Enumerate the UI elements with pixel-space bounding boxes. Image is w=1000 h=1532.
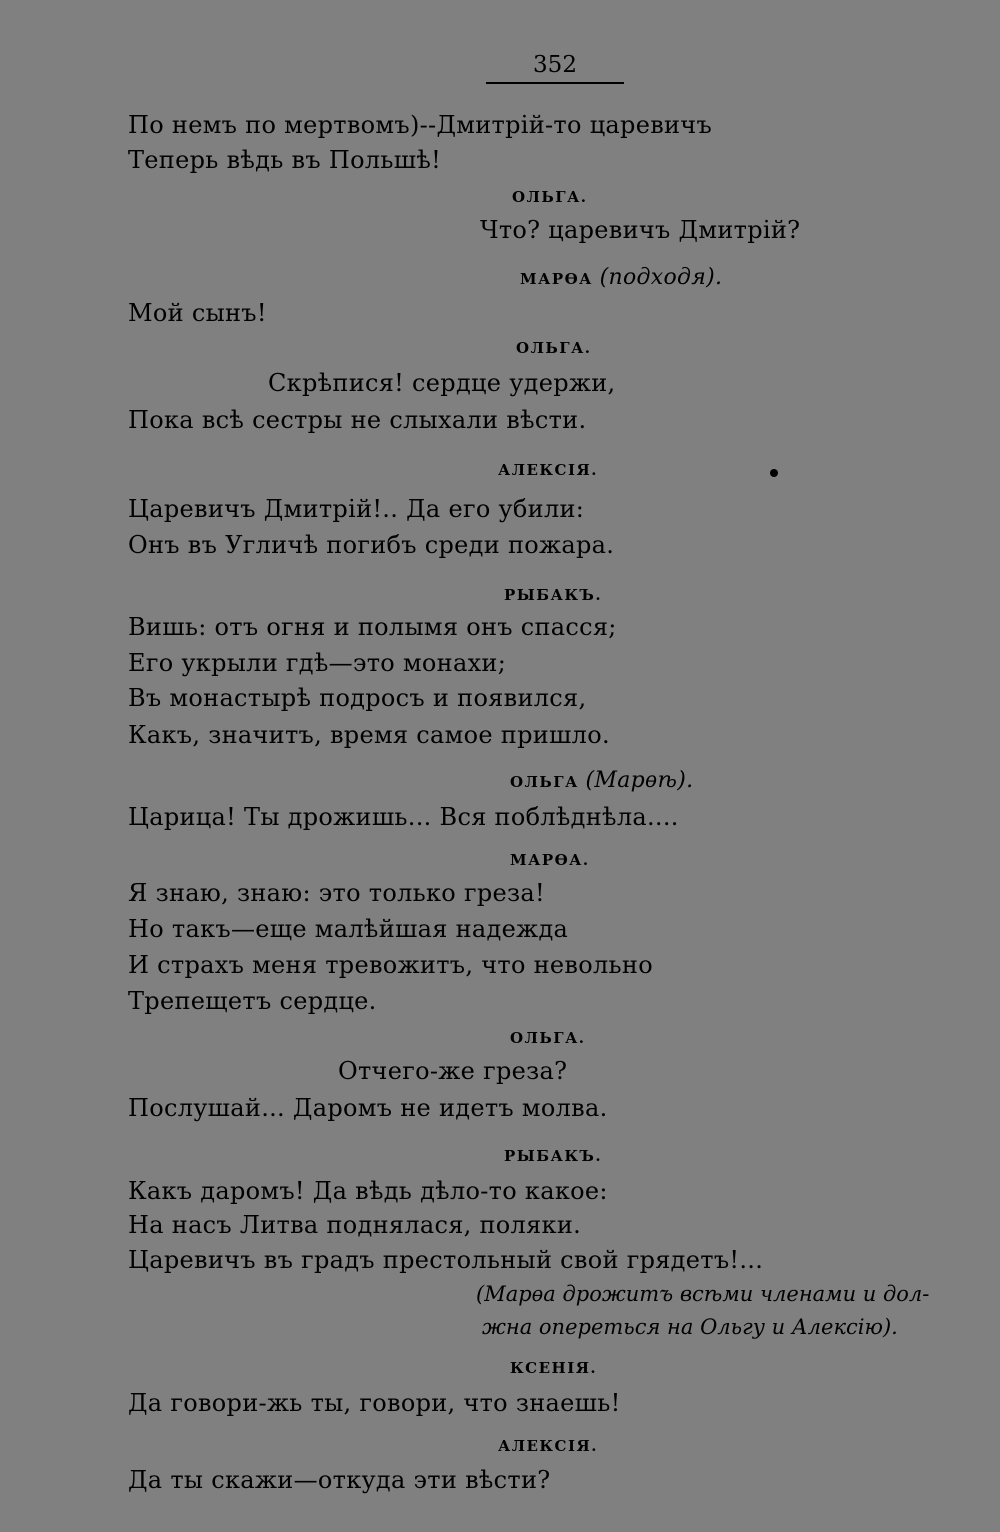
speaker-direction: (подходя). xyxy=(599,265,723,290)
verse-line: Отчего-же греза? xyxy=(338,1057,568,1085)
speaker-name: ОЛЬГА (Марѳѣ). xyxy=(510,768,694,793)
verse-line: Какъ, значитъ, время самое пришло. xyxy=(128,721,610,749)
speaker-name: РЫБАКЪ. xyxy=(504,1147,603,1165)
verse-line: Пока всѣ сестры не слыхали вѣсти. xyxy=(128,406,587,434)
verse-line: Да говори-жь ты, говори, что знаешь! xyxy=(128,1389,621,1417)
verse-line: Да ты скажи—откуда эти вѣсти? xyxy=(128,1466,551,1494)
verse-line: Послушай... Даромъ не идетъ молва. xyxy=(128,1094,608,1122)
speaker-name: ОЛЬГА. xyxy=(510,1029,586,1047)
speaker-name: ОЛЬГА. xyxy=(512,188,588,206)
verse-line: Вишь: отъ огня и полымя онъ спасся; xyxy=(128,613,617,641)
speaker-name: АЛЕКСІЯ. xyxy=(498,1437,598,1455)
speaker-name: АЛЕКСІЯ. xyxy=(498,461,598,479)
verse-line: Теперь вѣдь въ Польшѣ! xyxy=(128,146,442,174)
stage-direction: жна опереться на Ольгу и Алексію). xyxy=(482,1315,898,1339)
verse-line: Его укрыли гдѣ—это монахи; xyxy=(128,649,507,677)
page-number: 352 xyxy=(486,50,624,84)
verse-line: Я знаю, знаю: это только греза! xyxy=(128,879,545,907)
verse-line: Трепещетъ сердце. xyxy=(128,987,377,1015)
speaker-name: ОЛЬГА. xyxy=(516,339,592,357)
verse-line: Но такъ—еще малѣйшая надежда xyxy=(128,915,569,943)
verse-line: Что? царевичъ Дмитрій? xyxy=(480,216,801,244)
verse-line: Царица! Ты дрожишь... Вся поблѣднѣла.... xyxy=(128,803,679,831)
speaker-name: МАРѲА. xyxy=(510,851,590,869)
speaker-name: РЫБАКЪ. xyxy=(504,586,603,604)
verse-line: Царевичъ Дмитрій!.. Да его убили: xyxy=(128,495,585,523)
verse-line: Мой сынъ! xyxy=(128,299,267,327)
verse-line: На насъ Литва поднялася, поляки. xyxy=(128,1211,582,1239)
verse-line: По немъ по мертвомъ)--Дмитрій-то царевичъ xyxy=(128,111,713,139)
verse-line: Онъ въ Угличѣ погибъ среди пожара. xyxy=(128,531,615,559)
verse-line: Какъ даромъ! Да вѣдь дѣло-то какое: xyxy=(128,1177,608,1205)
speaker-direction: (Марѳѣ). xyxy=(585,768,694,793)
verse-line: Скрѣпися! сердце удержи, xyxy=(268,369,616,397)
speaker-name: КСЕНІЯ. xyxy=(510,1359,598,1377)
verse-line: Царевичъ въ градъ престольный свой грядетъ!... xyxy=(128,1246,764,1274)
verse-line: И страхъ меня тревожитъ, что невольно xyxy=(128,951,653,979)
speaker-name: МАРѲА (подходя). xyxy=(520,265,723,290)
verse-line: Въ монастырѣ подросъ и появился, xyxy=(128,684,587,712)
ink-speck xyxy=(770,469,778,477)
stage-direction: (Марѳа дрожитъ всѣми членами и дол- xyxy=(476,1282,930,1306)
